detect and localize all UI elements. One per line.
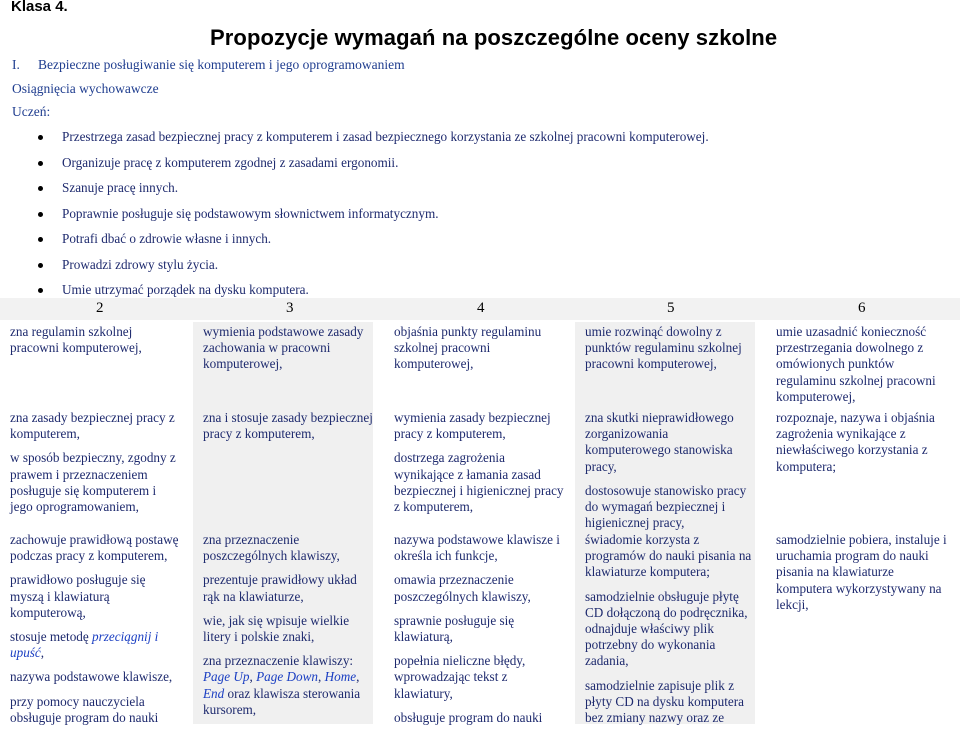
requirement-text: wymienia podstawowe zasady zachowania w pracowni komputerowej, [203, 324, 364, 372]
bullet-icon [38, 186, 43, 191]
list-item [0, 150, 709, 176]
requirement-text: umie rozwinąć dowolny z punktów regulaminu szkolnej pracowni komputerowej, [585, 324, 742, 372]
list-item [0, 226, 709, 252]
list-item [0, 252, 709, 278]
requirement-text: prezentuje prawidłowy układ rąk na klawiaturze, [203, 572, 357, 604]
requirement-text: zna przeznaczenie klawiszy: Page Up, Page Down, Home, End oraz klawisza sterowania kursorem, [203, 653, 361, 717]
table-cell [776, 532, 948, 621]
list-item [0, 201, 709, 227]
key-name: Home [324, 669, 357, 685]
key-name: Page Down [256, 669, 319, 685]
requirement-text: wie, jak się wpisuje wielkie litery i polskie znaki, [203, 612, 350, 645]
list-item-text: Przestrzega zasad bezpiecznej pracy z komputerem i zasad bezpiecznego korzystania ze szkolnej pracowni komputerowej. [62, 129, 709, 144]
requirement-text: obsługuje program do nauki [394, 709, 543, 725]
requirement-text: zna i stosuje zasady bezpiecznej pracy z komputerem, [203, 410, 373, 442]
table-cell [10, 532, 182, 734]
requirement-text: zna zasady bezpiecznej pracy z komputerem, [10, 410, 175, 442]
requirement-text: zna regulamin szkolnej pracowni komputerowej, [10, 324, 142, 356]
table-cell [203, 410, 375, 450]
grade-column-3 [193, 322, 373, 724]
table-cell [394, 410, 566, 523]
requirement-text: przy pomocy nauczyciela obsługuje program do nauki [10, 693, 159, 725]
requirement-text: stosuje metodę przeciągnij i upuść, [10, 629, 159, 661]
bullet-icon [38, 135, 43, 140]
grade-column-4 [384, 322, 564, 724]
section-heading [12, 57, 405, 73]
requirement-text: sprawnie posługuje się klawiaturą, [394, 612, 515, 645]
table-cell [585, 410, 757, 539]
requirement-text: popełnia nieliczne błędy, wprowadzając tekst z klawiatury, [394, 653, 526, 701]
requirement-text: objaśnia punkty regulaminu szkolnej pracowni komputerowej, [394, 324, 542, 372]
list-item-text: Szanuje pracę innych. [62, 180, 179, 195]
list-item [0, 175, 709, 201]
grade-header-5: 5 [667, 300, 675, 316]
requirement-text: samodzielnie zapisuje plik z płyty CD na dysku komputera bez zmiany nazwy oraz ze [585, 677, 744, 726]
requirement-text: samodzielnie pobiera, instaluje i uruchamia program do nauki pisania na klawiaturze komputera wykorzystywany na lekcji, [776, 532, 947, 612]
key-name: Page Up [203, 669, 250, 685]
grade-header-2: 2 [96, 300, 104, 316]
list-item-text: Potrafi dbać o zdrowie własne i innych. [62, 231, 272, 246]
requirement-text: wymienia zasady bezpiecznej pracy z komputerem, [394, 410, 551, 442]
requirement-text: zna przeznaczenie poszczególnych klawiszy, [203, 532, 340, 564]
table-cell [10, 324, 182, 364]
table-cell [394, 532, 566, 734]
bullet-icon [38, 237, 43, 242]
list-item-text: Poprawnie posługuje się podstawowym słownictwem informatycznym. [62, 205, 439, 221]
bullet-icon [38, 212, 43, 217]
bullet-icon [38, 161, 43, 166]
student-label: Uczeń: [12, 104, 51, 119]
list-item-text: Prowadzi zdrowy stylu życia. [62, 256, 219, 272]
grade-header-4: 4 [477, 300, 485, 316]
list-item-text: Organizuje pracę z komputerem zgodnej z zasadami ergonomii. [62, 154, 399, 170]
grade-column-2 [0, 322, 180, 724]
requirement-text: umie uzasadnić konieczność przestrzegania dowolnego z omówionych punktów regulaminu szkolnej pracowni komputerowej, [776, 324, 936, 404]
list-item-text: Umie utrzymać porządek na dysku komputera. [62, 282, 309, 297]
requirement-text: dostosowuje stanowisko pracy do wymagań bezpiecznej i higienicznej pracy, [585, 482, 747, 531]
requirement-text: w sposób bezpieczny, zgodny z prawem i przeznaczeniem posługuje się komputerem i jego oprogramowaniem, [10, 450, 176, 515]
requirement-text: nazywa podstawowe klawisze, [10, 669, 173, 685]
key-name: End [203, 685, 225, 701]
table-cell [394, 324, 566, 381]
grade-column-5 [575, 322, 755, 724]
requirement-text: dostrzega zagrożenia wynikające z łamania zasad bezpiecznej i higienicznej pracy z komputerem, [394, 450, 564, 515]
achievements-heading: Osiągnięcia wychowawcze [12, 81, 159, 96]
requirement-text: świadomie korzysta z programów do nauki pisania na klawiaturze komputera; [585, 532, 752, 580]
grade-header-3: 3 [286, 300, 294, 316]
table-cell [203, 324, 375, 381]
achievements-list [0, 124, 709, 303]
table-cell [10, 410, 182, 523]
grade-header-6: 6 [858, 300, 866, 316]
table-cell [776, 324, 948, 413]
table-cell [203, 532, 375, 726]
table-cell [585, 532, 757, 734]
class-label: Klasa 4. [11, 0, 68, 15]
requirement-text: rozpoznaje, nazywa i objaśnia zagrożenia wynikające z niewłaściwego korzystania z komputera; [776, 410, 935, 474]
table-cell [585, 324, 757, 381]
italic-term: przeciągnij i upuść [10, 629, 159, 661]
section-label: Bezpieczne posługiwanie się komputerem i jego oprogramowaniem [38, 57, 405, 72]
requirement-text: samodzielnie obsługuje płytę CD dołączoną do podręcznika, odnajduje właściwy plik potrzebny do wykonania zadania, [585, 588, 748, 669]
requirement-text: zna skutki nieprawidłowego zorganizowania komputerowego stanowiska pracy, [585, 410, 734, 474]
bullet-icon [38, 288, 43, 293]
table-cell [776, 410, 948, 483]
section-number: I. [12, 57, 20, 72]
requirement-text: zachowuje prawidłową postawę podczas pracy z komputerem, [10, 532, 179, 564]
page-title: Propozycje wymagań na poszczególne oceny szkolne [210, 25, 778, 50]
requirement-text: prawidłowo posługuje się myszą i klawiaturą komputerową, [10, 572, 146, 620]
bullet-icon [38, 263, 43, 268]
list-item [0, 124, 709, 150]
requirement-text: nazywa podstawowe klawisze i określa ich funkcje, [394, 532, 560, 564]
grade-column-6 [766, 322, 960, 724]
requirement-text: omawia przeznaczenie poszczególnych klawiszy, [394, 572, 531, 604]
